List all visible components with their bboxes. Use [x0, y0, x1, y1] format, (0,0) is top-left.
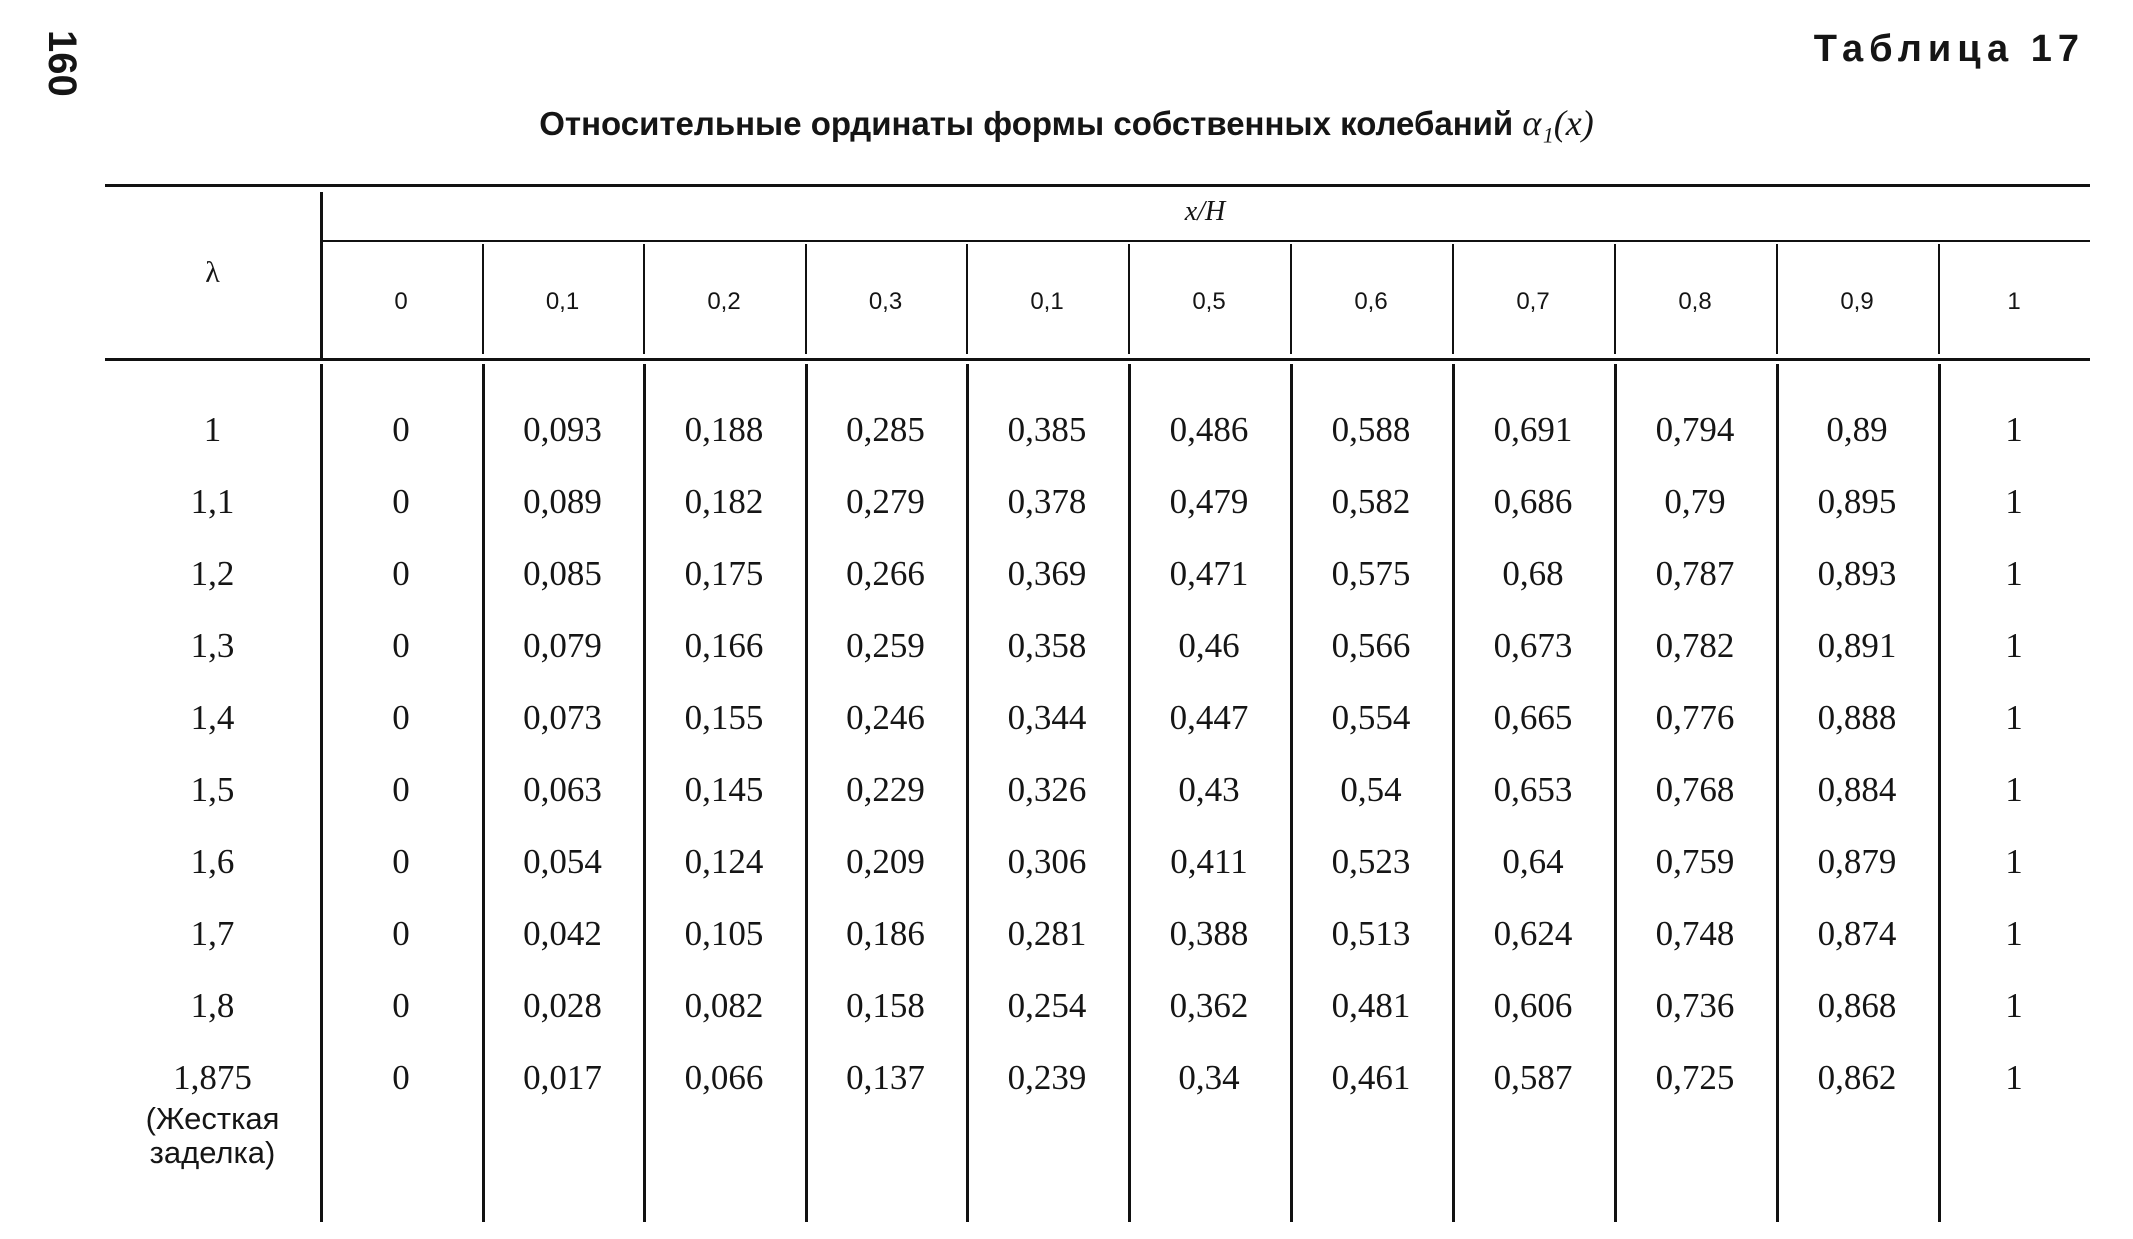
table-cell: 0,606	[1493, 986, 1573, 1025]
table-cell: 0,862	[1817, 1058, 1897, 1097]
table-cell: 0,895	[1817, 482, 1897, 521]
table-cell: 0,378	[1007, 482, 1087, 521]
lambda-note: (Жесткая	[145, 1101, 280, 1136]
table-cell: 0,884	[1817, 770, 1897, 809]
table-cell: 0,523	[1331, 842, 1411, 881]
lambda-cell: 1,8	[190, 986, 235, 1025]
table-cell: 0,279	[846, 482, 925, 521]
table-cell: 1	[2005, 410, 2023, 449]
table-cell: 0,093	[523, 410, 602, 449]
column-header: 0,9	[1840, 288, 1874, 315]
table-cell: 0,285	[846, 410, 925, 449]
table-cell: 0,358	[1007, 626, 1087, 665]
table-cell: 1	[2005, 986, 2023, 1025]
lambda-cell: 1,6	[190, 842, 235, 881]
table-cell: 0,79	[1664, 482, 1726, 521]
table-cell: 0,588	[1331, 410, 1411, 449]
table-cell: 0,782	[1655, 626, 1735, 665]
table-cell: 0,54	[1340, 770, 1402, 809]
table-cell: 0,082	[684, 986, 764, 1025]
lambda-note: заделка)	[149, 1135, 276, 1170]
table-cell: 1	[2005, 1058, 2023, 1097]
table-cell: 1	[2005, 914, 2023, 953]
table-cell: 0,461	[1331, 1058, 1411, 1097]
table-cell: 0,691	[1493, 410, 1573, 449]
lambda-cell: 1,4	[190, 698, 235, 737]
table-cell: 0,891	[1817, 626, 1897, 665]
table-cell: 0,888	[1817, 698, 1897, 737]
table-cell: 0,079	[523, 626, 602, 665]
table-cell: 0,063	[523, 770, 602, 809]
title-formula: α₁(x)	[1522, 103, 1594, 143]
table-cell: 0,582	[1331, 482, 1411, 521]
table-cell: 0	[392, 698, 410, 737]
table-cell: 0,513	[1331, 914, 1411, 953]
table-cell: 0,073	[523, 698, 602, 737]
lambda-cell: 1,2	[190, 554, 235, 593]
table-cell: 0,868	[1817, 986, 1897, 1025]
table-cell: 0,68	[1502, 554, 1564, 593]
table-cell: 0,566	[1331, 626, 1411, 665]
lambda-cell: 1,3	[190, 626, 235, 665]
table-cell: 0,768	[1655, 770, 1735, 809]
table-cell: 0,64	[1502, 842, 1564, 881]
table-cell: 0,254	[1007, 986, 1087, 1025]
table-cell: 1	[2005, 626, 2023, 665]
table-cell: 0,624	[1493, 914, 1573, 953]
table-cell: 0,326	[1007, 770, 1087, 809]
table-cell: 0,447	[1169, 698, 1249, 737]
table-cell: 0,266	[846, 554, 925, 593]
table-cell: 0,481	[1331, 986, 1411, 1025]
lambda-cell: 1,5	[190, 770, 235, 809]
column-header: 1	[2007, 288, 2021, 315]
table-cell: 0	[392, 842, 410, 881]
table-cell: 0,259	[846, 626, 925, 665]
table-cell: 0,587	[1493, 1058, 1573, 1097]
table-cell: 0,471	[1169, 554, 1249, 593]
table-cell: 0,776	[1655, 698, 1735, 737]
table-cell: 0,229	[846, 770, 925, 809]
column-header: 0,1	[545, 288, 580, 315]
table-cell: 0,748	[1655, 914, 1735, 953]
table-cell: 0,017	[523, 1058, 602, 1097]
table-cell: 0,411	[1170, 842, 1248, 881]
table-cell: 0,46	[1178, 626, 1240, 665]
table-cell: 1	[2005, 842, 2023, 881]
table-cell: 0	[392, 986, 410, 1025]
table-cell: 0	[392, 554, 410, 593]
table-cell: 0	[392, 482, 410, 521]
table-cell: 0,34	[1178, 1058, 1240, 1097]
table-cell: 0,246	[846, 698, 925, 737]
column-header: 0,3	[868, 288, 903, 315]
table-cell: 0,879	[1817, 842, 1897, 881]
table-cell: 0,362	[1169, 986, 1249, 1025]
x-over-h-header: x/H	[1184, 196, 1226, 227]
table-cell: 0,89	[1826, 410, 1888, 449]
table-cell: 1	[2005, 554, 2023, 593]
table-cell: 0	[392, 1058, 410, 1097]
table-cell: 1	[2005, 698, 2023, 737]
table-cell: 0,686	[1493, 482, 1573, 521]
table-cell: 0,066	[684, 1058, 764, 1097]
table-cell: 0,105	[684, 914, 764, 953]
table-top-rule	[105, 184, 2090, 187]
table-cell: 0,653	[1493, 770, 1573, 809]
table-cell: 0,874	[1817, 914, 1897, 953]
table-cell: 1	[2005, 770, 2023, 809]
column-header: 0,2	[707, 288, 741, 315]
column-header: 0,8	[1678, 288, 1712, 315]
table-cell: 0,085	[523, 554, 602, 593]
table-cell: 0,575	[1331, 554, 1411, 593]
table-cell: 0,794	[1655, 410, 1735, 449]
table-cell: 0	[392, 770, 410, 809]
table-cell: 0,759	[1655, 842, 1735, 881]
table-cell: 0,385	[1007, 410, 1087, 449]
table-cell: 0,554	[1331, 698, 1411, 737]
lambda-cell: 1,1	[190, 482, 235, 521]
table-cell: 0,725	[1655, 1058, 1735, 1097]
table-cell: 0,089	[523, 482, 602, 521]
column-header: 0	[394, 288, 408, 315]
column-header: 0,1	[1030, 288, 1064, 315]
table-label: Таблица 17	[1813, 28, 2085, 70]
table-cell: 0,124	[684, 842, 764, 881]
table-cell: 0,893	[1817, 554, 1897, 593]
lambda-header: λ	[205, 256, 220, 289]
table-cell: 0,388	[1169, 914, 1249, 953]
table-cell: 0,787	[1655, 554, 1735, 593]
table-cell: 0,137	[846, 1058, 925, 1097]
table-cell: 0	[392, 914, 410, 953]
table-cell: 0,188	[684, 410, 764, 449]
table-cell: 0,673	[1493, 626, 1573, 665]
header-sub-rule	[320, 240, 2090, 242]
table-cell: 0	[392, 410, 410, 449]
table-cell: 0,054	[523, 842, 602, 881]
table-cell: 0,209	[846, 842, 925, 881]
table-cell: 0,281	[1007, 914, 1087, 953]
table-cell: 0,158	[846, 986, 925, 1025]
page-number: 160	[40, 30, 84, 97]
column-header: 0,6	[1354, 288, 1388, 315]
table-cell: 0,182	[684, 482, 764, 521]
lambda-cell: 1,875	[173, 1058, 252, 1097]
table-cell: 0,145	[684, 770, 764, 809]
table-cell: 0,186	[846, 914, 925, 953]
table-cell: 0,306	[1007, 842, 1087, 881]
table-cell: 0,155	[684, 698, 764, 737]
lambda-cell: 1	[203, 410, 222, 449]
table-cell: 0,028	[523, 986, 602, 1025]
table-cell: 0,344	[1007, 698, 1087, 737]
table-cell: 0,736	[1655, 986, 1735, 1025]
table-cell: 0,175	[684, 554, 764, 593]
table-cell: 0,665	[1493, 698, 1573, 737]
table-cell: 0,479	[1169, 482, 1249, 521]
table-cell: 0,042	[523, 914, 602, 953]
title-text: Относительные ординаты формы собственных колебаний	[539, 105, 1514, 142]
lambda-cell: 1,7	[190, 914, 235, 953]
column-header: 0,7	[1516, 288, 1550, 315]
column-header: 0,5	[1192, 288, 1226, 315]
table-cell: 0	[392, 626, 410, 665]
table-cell: 0,369	[1007, 554, 1087, 593]
table-cell: 0,239	[1007, 1058, 1087, 1097]
table-title	[0, 102, 2133, 144]
table-cell: 1	[2005, 482, 2023, 521]
header-bottom-rule	[105, 358, 2090, 361]
table-cell: 0,43	[1178, 770, 1240, 809]
table-cell: 0,486	[1169, 410, 1249, 449]
table-cell: 0,166	[684, 626, 764, 665]
